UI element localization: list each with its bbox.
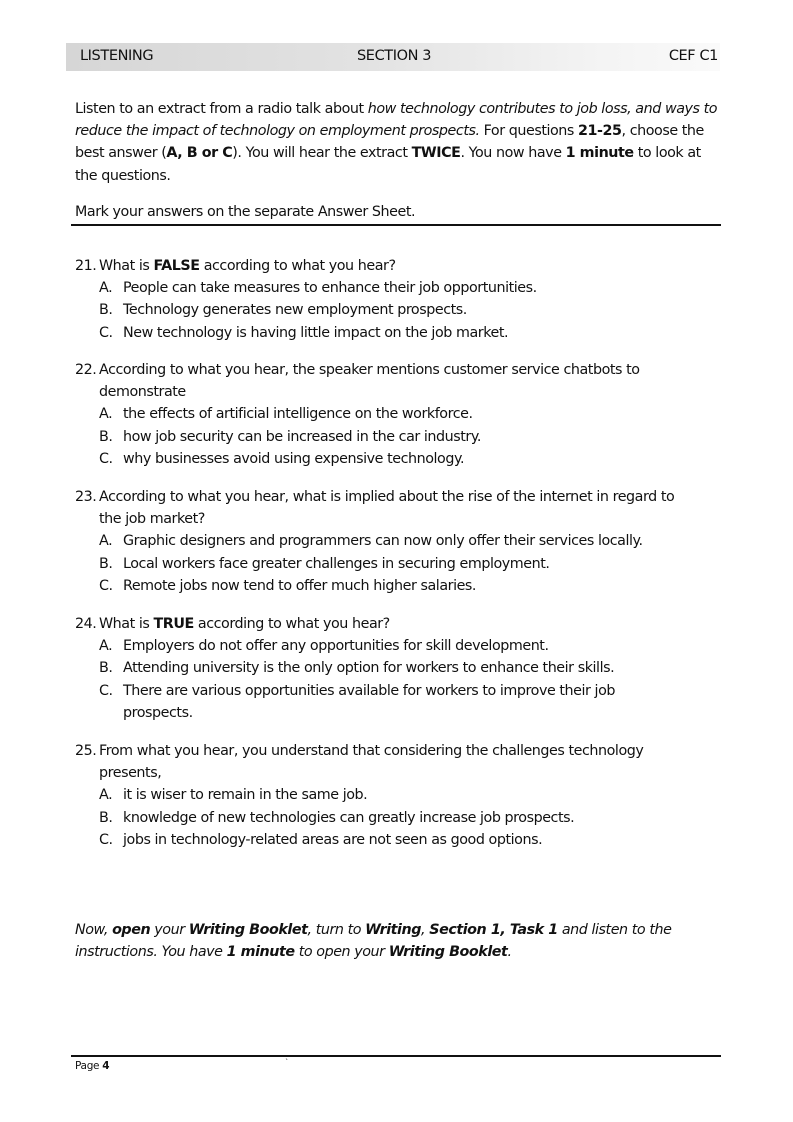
question-number: 22. [75,362,97,378]
question-stem: According to what you hear, what is implied about the rise of the internet in regard to [99,489,675,505]
closing-text: to open your [294,944,389,961]
stem-text: according to what you hear? [193,616,390,632]
stem-emphasis: FALSE [153,258,200,274]
question-range: 21-25 [578,123,622,140]
reading-time: 1 minute [565,145,634,162]
intro-text: , choose the best answer ( [75,123,704,162]
closing-text: . [507,944,512,961]
closing-text: , turn to [307,922,366,938]
option-letter: A. [99,280,113,297]
option-letter: C. [99,324,113,341]
question-stem: According to what you hear, the speaker mentions customer service chatbots to [99,362,640,378]
option-a [75,530,725,552]
option-letter: B. [99,809,113,826]
intro-text: Listen to an extract from a radio talk about [75,101,368,117]
option-text: why businesses avoid using expensive technology. [123,450,465,467]
question-24 [75,613,725,724]
option-c [75,322,725,344]
option-letter: A. [99,787,113,804]
section-header-bar [66,43,720,71]
closing-emphasis: Section 1, Task 1 [429,922,558,938]
page-number-value: 4 [102,1060,110,1072]
question-stem-continued: the job market? [99,511,205,528]
option-text: Employers do not offer any opportunities for skill development. [123,638,549,655]
option-b [75,426,725,448]
question-22 [75,359,725,470]
option-letter: C. [99,831,113,848]
answer-choices: A, B or C [166,145,233,162]
closing-emphasis: 1 minute [226,944,295,961]
closing-text: , [421,922,430,938]
option-a [75,635,725,657]
header-skill-label: LISTENING [80,48,154,64]
intro-text: . You now have [460,145,566,162]
answer-sheet-instruction: Mark your answers on the separate Answer Sheet. [75,204,416,220]
closing-emphasis: Writing Booklet [388,944,508,961]
option-text: There are various opportunities available for workers to improve their job prospects. [123,682,615,721]
option-text: jobs in technology-related areas are not seen as good options. [123,831,543,848]
option-b [75,299,725,321]
option-text: Technology generates new employment prospects. [123,302,467,319]
page-number [75,1060,109,1072]
option-c [75,575,725,597]
closing-text: and listen to the instructions. You have [75,922,672,961]
option-text: it is wiser to remain in the same job. [123,787,368,804]
option-letter: A. [99,406,113,423]
question-21 [75,255,725,344]
option-text: Attending university is the only option for workers to enhance their skills. [123,660,615,677]
closing-instructions [75,919,735,963]
intro-text: ). You will hear the extract [232,145,412,162]
play-count: TWICE [411,145,461,162]
option-b [75,553,725,575]
option-c [75,448,725,470]
option-letter: A. [99,533,113,550]
option-letter: C. [99,450,113,467]
option-letter: B. [99,428,113,445]
option-letter: B. [99,302,113,319]
option-c [75,829,725,851]
stem-text: What is [99,258,154,274]
option-b [75,807,725,829]
option-text: Remote jobs now tend to offer much higher salaries. [123,577,477,594]
option-a [75,277,725,299]
option-letter: C. [99,577,113,594]
question-stem-continued: presents, [99,765,162,782]
option-c [75,680,725,724]
option-a [75,784,725,806]
option-b [75,657,725,679]
question-stem-continued: demonstrate [99,384,186,401]
intro-text: to look at the questions. [75,145,701,184]
closing-emphasis: open [112,922,151,938]
stem-text: What is [99,616,154,632]
stem-emphasis: TRUE [153,616,194,632]
question-number: 24. [75,616,97,632]
divider-rule [71,224,721,226]
question-stem: From what you hear, you understand that considering the challenges technology [99,743,644,759]
option-text: Graphic designers and programmers can now only offer their services locally. [123,533,643,550]
option-text: People can take measures to enhance their job opportunities. [123,280,537,297]
option-letter: C. [99,682,113,699]
header-level-label: CEF C1 [668,48,718,64]
question-23 [75,486,725,597]
option-letter: B. [99,660,113,677]
intro-text: For questions [479,123,579,140]
option-text: knowledge of new technologies can greatly increase job prospects. [123,809,575,826]
closing-text: Now, [75,922,113,938]
stem-text: according to what you hear? [199,258,396,274]
page-label: Page [75,1060,103,1072]
footer-divider [71,1055,721,1057]
option-letter: B. [99,555,113,572]
option-text: how job security can be increased in the car industry. [123,428,481,445]
question-number: 23. [75,489,97,505]
option-text: the effects of artificial intelligence on the workforce. [123,406,473,423]
question-stem [99,255,725,277]
question-number: 25. [75,743,97,759]
option-a [75,403,725,425]
option-text: New technology is having little impact on the job market. [123,324,509,341]
question-number: 21. [75,258,97,274]
closing-emphasis: Writing Booklet [188,922,308,938]
closing-text: your [150,922,189,938]
option-letter: A. [99,638,113,655]
question-stem [99,613,725,635]
question-25 [75,740,725,851]
closing-emphasis: Writing [365,922,422,938]
option-text: Local workers face greater challenges in securing employment. [123,555,550,572]
header-section-label: SECTION 3 [357,48,432,64]
intro-topic: how technology contributes to job loss, and ways to reduce the impact of technology on employment prospects. [75,101,718,140]
instructions-paragraph [75,98,725,187]
stray-mark: ` [285,1058,289,1067]
